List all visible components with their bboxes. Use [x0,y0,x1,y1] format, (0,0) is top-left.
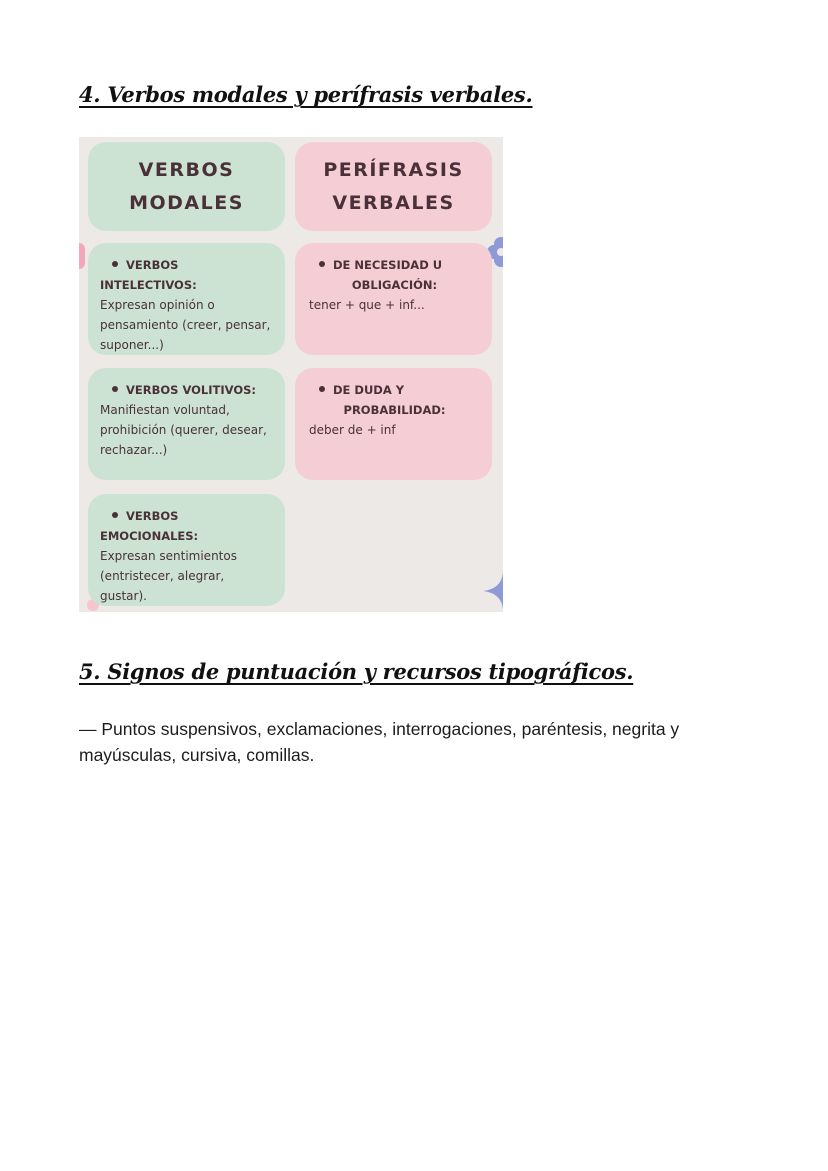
bullet-icon [319,261,325,267]
bullet-icon [112,386,118,392]
verbos-modales-title-line1: VERBOS [138,158,235,181]
punctuation-paragraph: — Puntos suspensivos, exclamaciones, interrogaciones, paréntesis, negrita y mayúsculas, cursiva, comillas. [79,719,680,765]
card-title: VERBOS INTELECTIVOS: [100,258,197,292]
perifrasis-verbales-header [295,142,492,231]
bullet-icon [112,261,118,267]
section-5-heading: 5. Signos de puntuación y recursos tipográficos. [79,659,634,684]
perifrasis-title-line1: PERÍFRASIS [323,158,464,181]
modal-verbs-infographic [79,137,503,612]
verbos-modales-title-line2: MODALES [129,191,244,214]
card-title: DE DUDA Y [333,383,405,397]
card-verbos-emocionales [88,494,285,606]
card-duda-probabilidad [295,368,492,480]
card-line: rechazar...) [100,443,168,457]
card-line: (entristecer, alegrar, [100,569,225,583]
perifrasis-title-line2: VERBALES [332,191,455,214]
card-title-continued: PROBABILIDAD: [343,403,446,417]
card-line: gustar). [100,589,147,603]
card-line: prohibición (querer, desear, [100,423,267,437]
card-line: deber de + inf [309,423,396,437]
bullet-icon [112,512,118,518]
card-line: Manifiestan voluntad, [100,403,230,417]
card-title-continued: OBLIGACIÓN: [351,278,438,292]
card-verbos-volitivos [88,368,285,480]
verbos-modales-header [88,142,285,231]
card-necesidad-obligacion [295,243,492,355]
card-verbos-intelectivos [88,243,285,355]
bullet-icon [319,386,325,392]
card-line: tener + que + inf... [309,298,425,312]
card-title: VERBOS VOLITIVOS: [126,383,256,397]
card-line: Expresan sentimientos [100,549,237,563]
pink-petal-decoration [79,243,85,269]
card-title: VERBOS EMOCIONALES: [100,509,199,543]
section-4-heading: 4. Verbos modales y perífrasis verbales. [79,82,533,107]
star-icon [483,573,503,609]
card-line: Expresan opinión o [100,298,215,312]
card-line: suponer...) [100,338,164,352]
card-line: pensamiento (creer, pensar, [100,318,271,332]
card-title: DE NECESIDAD U [333,258,443,272]
